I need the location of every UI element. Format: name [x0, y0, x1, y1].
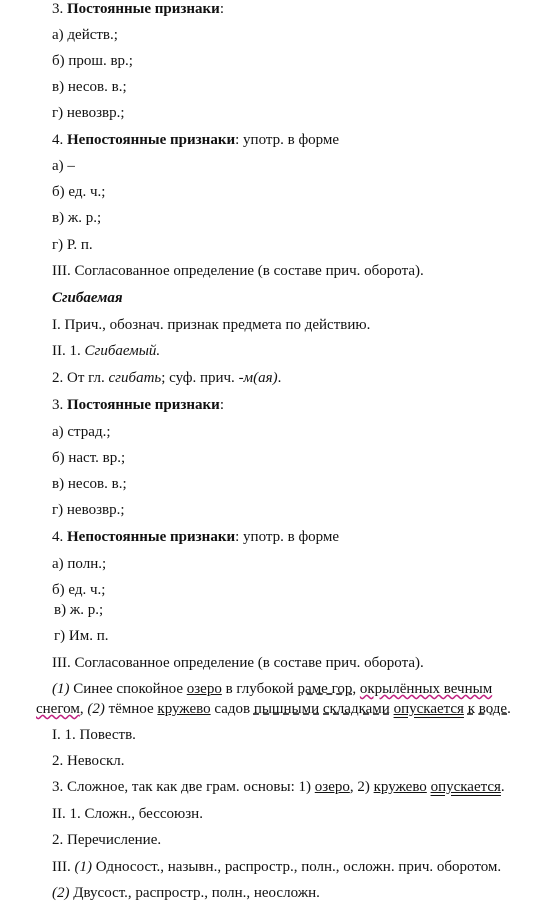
- line-item: II. 1. Сложн., бессоюзн.: [52, 806, 203, 822]
- line-grammar-bases: 3. Сложное, так как две грам. основы: 1) озеро, 2) кружево опускается.: [52, 779, 505, 795]
- line-item: 2. Перечисление.: [52, 832, 162, 848]
- line-item: б) прош. вр.;: [52, 53, 133, 69]
- line-const-signs-1: 3. Постоянные признаки:: [52, 1, 224, 17]
- line-item: в) несов. в.;: [52, 476, 127, 492]
- line-item: а) действ.;: [52, 27, 118, 43]
- section-heading: Сгибаемая: [52, 290, 123, 306]
- line-item: в) ж. р.;: [52, 210, 102, 226]
- line-item: б) ед. ч.;: [52, 582, 106, 598]
- line-syntax-role-2: III. Согласованное определение (в составе прич. оборота).: [52, 655, 424, 671]
- sentence-line-1: (1) Синее спокойное озеро в глубокой раме гор, окрылённых вечным: [52, 681, 493, 697]
- line-item: г) Р. п.: [52, 237, 93, 253]
- line-item: I. Прич., обознач. признак предмета по действию.: [52, 317, 371, 333]
- line-syntax-role-1: III. Согласованное определение (в составе прич. оборота).: [52, 263, 424, 279]
- line-item: 2. Невоскл.: [52, 753, 125, 769]
- line-item: г) невозвр.;: [52, 105, 125, 121]
- line-const-signs-2: 3. Постоянные признаки:: [52, 397, 224, 413]
- line-initial-form: II. 1. Сгибаемый.: [52, 343, 161, 359]
- line-item: г) невозвр.;: [52, 502, 125, 518]
- line-item: б) наст. вр.;: [52, 450, 126, 466]
- line-item: в) ж. р.;: [54, 602, 104, 618]
- line-var-signs-1: 4. Непостоянные признаки: употр. в форме: [52, 132, 340, 148]
- line-derivation: 2. От гл. сгибать; суф. прич. -м(ая).: [52, 370, 282, 386]
- line-item: г) Им. п.: [54, 628, 109, 644]
- line-item: б) ед. ч.;: [52, 184, 106, 200]
- line-item: I. 1. Повеств.: [52, 727, 136, 743]
- line-part-1: III. (1) Односост., назывн., распростр., полн., осложн. прич. оборотом.: [52, 859, 502, 875]
- line-item: а) полн.;: [52, 556, 107, 572]
- line-part-2: (2) Двусост., распростр., полн., неосложн.: [52, 885, 320, 901]
- line-var-signs-2: 4. Непостоянные признаки: употр. в форме: [52, 529, 340, 545]
- sentence-line-2: снегом, (2) тёмное кружево садов пышными складками опускается к воде.: [36, 701, 511, 717]
- line-item: а) страд.;: [52, 424, 111, 440]
- line-item: в) несов. в.;: [52, 79, 127, 95]
- line-item: а) –: [52, 158, 75, 174]
